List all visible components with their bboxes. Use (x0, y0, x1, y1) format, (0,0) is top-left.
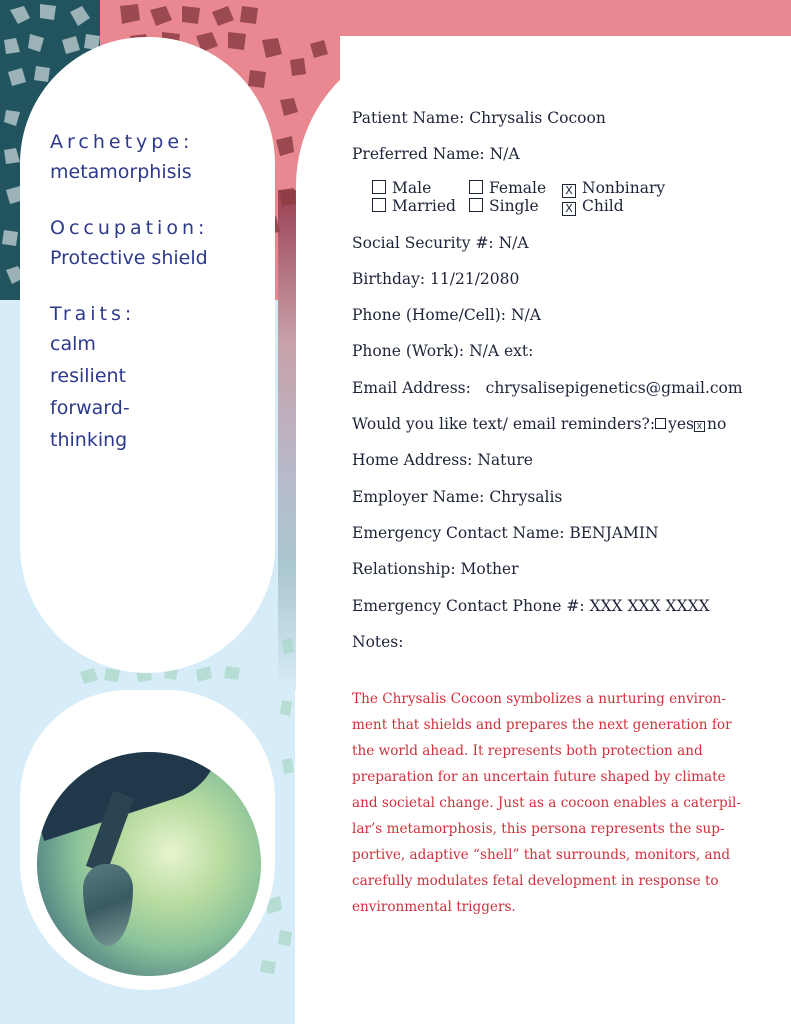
notes-line: and societal change. Just as a cocoon enables a caterpil- (352, 795, 741, 811)
notes-line: ment that shields and prepares the next generation for (352, 717, 732, 733)
trait-item: calm (50, 333, 96, 355)
leaf-shape (37, 752, 234, 841)
notes-line: carefully modulates fetal development in response to (352, 873, 719, 889)
home-address-field: Home Address: Nature (352, 451, 533, 470)
birthday-field: Birthday: 11/21/2080 (352, 269, 520, 288)
notes-text (352, 686, 752, 920)
phone-home-field: Phone (Home/Cell): N/A (352, 306, 541, 325)
notes-line: portive, adaptive “shell” that surrounds, monitors, and (352, 847, 731, 863)
female-checkbox[interactable] (469, 180, 483, 194)
male-label: Male (392, 178, 432, 197)
email-value: chrysalisepigenetics@gmail.com (485, 378, 743, 397)
child-checkbox[interactable]: X (562, 202, 576, 216)
married-option[interactable] (372, 197, 456, 215)
persona-sidebar (50, 128, 270, 456)
child-label: Child (582, 196, 624, 215)
patient-name-field: Patient Name: Chrysalis Cocoon (352, 109, 606, 127)
trait-item: thinking (50, 429, 128, 451)
male-option[interactable] (372, 179, 431, 197)
reminders-yes-label: yes (668, 415, 694, 434)
notes-line: lar’s metamorphosis, this persona represents the sup- (352, 821, 725, 837)
nonbinary-checkbox[interactable]: X (562, 184, 576, 198)
notes-label: Notes: (352, 632, 404, 651)
occupation-value: Protective shield (50, 247, 208, 269)
trait-item: forward- (50, 397, 130, 419)
traits-label: Traits: (50, 303, 136, 325)
cocoon-shape (83, 864, 133, 946)
checkbox-group (352, 175, 782, 229)
chrysalis-photo (37, 752, 261, 976)
patient-form (352, 104, 782, 664)
employer-field: Employer Name: Chrysalis (352, 487, 563, 506)
phone-work-field: Phone (Work): N/A ext: (352, 342, 534, 361)
notes-line: preparation for an uncertain future shaped by climate (352, 769, 726, 785)
nonbinary-option[interactable] (562, 179, 665, 198)
child-option[interactable] (562, 197, 624, 216)
email-label: Email Address: (352, 378, 471, 397)
archetype-value: metamorphisis (50, 161, 192, 183)
notes-line: the world ahead. It represents both protection and (352, 743, 703, 759)
married-label: Married (392, 196, 456, 215)
email-field (352, 374, 782, 410)
single-option[interactable] (469, 197, 539, 215)
single-checkbox[interactable] (469, 198, 483, 212)
reminders-no-checkbox[interactable]: X (694, 421, 705, 432)
archetype-label: Archetype: (50, 131, 194, 153)
reminders-field (352, 410, 782, 446)
single-label: Single (489, 196, 539, 215)
reminders-label: Would you like text/ email reminders?: (352, 415, 656, 434)
notes-line: environmental triggers. (352, 899, 516, 915)
nonbinary-label: Nonbinary (582, 178, 666, 197)
reminders-yes-checkbox[interactable] (655, 418, 666, 429)
ssn-field: Social Security #: N/A (352, 233, 529, 252)
female-option[interactable] (469, 179, 546, 197)
trait-item: resilient (50, 365, 126, 387)
emergency-phone-field: Emergency Contact Phone #: XXX XXX XXXX (352, 596, 710, 615)
male-checkbox[interactable] (372, 180, 386, 194)
reminders-no-label: no (706, 415, 727, 434)
occupation-label: Occupation: (50, 217, 209, 239)
relationship-field: Relationship: Mother (352, 560, 519, 579)
preferred-name-field: Preferred Name: N/A (352, 145, 520, 164)
notes-line: The Chrysalis Cocoon symbolizes a nurturing environ- (352, 691, 727, 707)
married-checkbox[interactable] (372, 198, 386, 212)
female-label: Female (489, 178, 547, 197)
emergency-name-field: Emergency Contact Name: BENJAMIN (352, 523, 659, 542)
